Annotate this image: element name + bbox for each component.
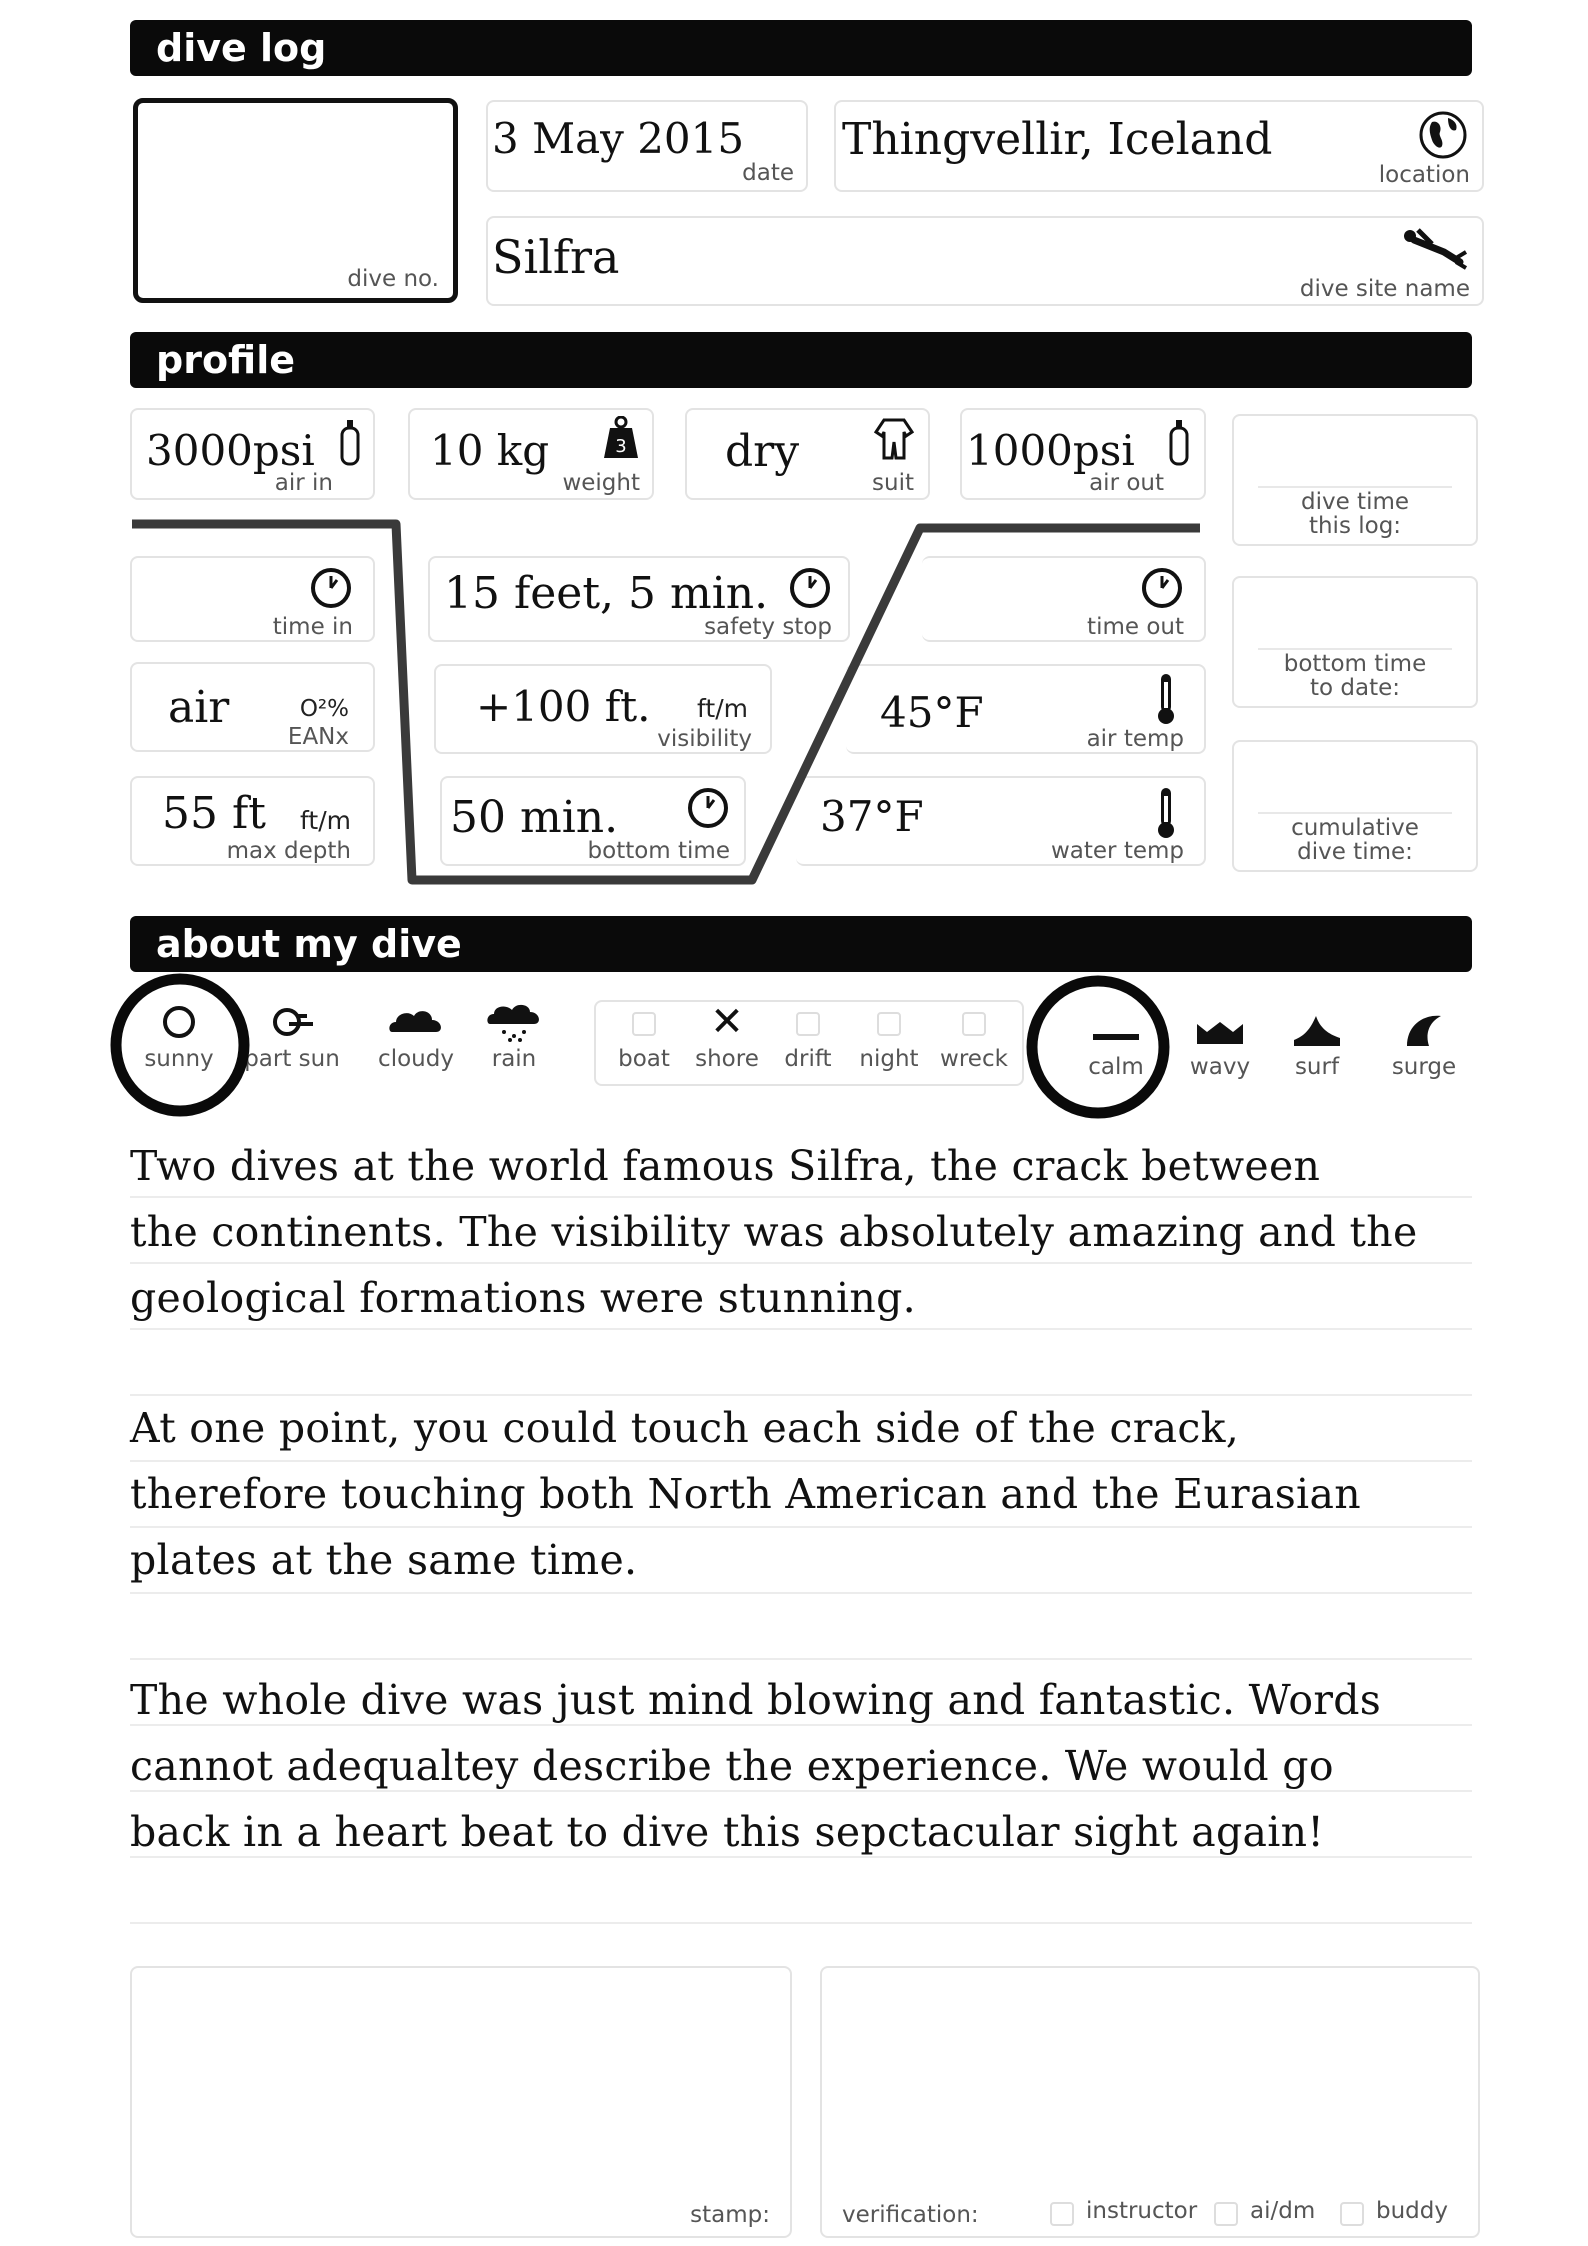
weather-part-sun[interactable] xyxy=(242,1002,342,1072)
weather-label: rain xyxy=(491,1046,537,1072)
note-line: The whole dive was just mind blowing and fantastic. Words xyxy=(130,1676,1382,1724)
water-temp-label: water temp xyxy=(1050,838,1184,864)
verification-field[interactable] xyxy=(820,1966,1480,2238)
entry-checkbox[interactable] xyxy=(796,1012,820,1036)
site-value: Silfra xyxy=(492,230,620,284)
site-label: dive site name xyxy=(1299,276,1470,302)
cumulative-label: cumulative dive time: xyxy=(1291,815,1419,865)
svg-text:3: 3 xyxy=(615,436,627,457)
thermometer-icon xyxy=(1154,672,1178,726)
stopwatch-icon xyxy=(686,786,730,830)
bottom-time-to-date-field[interactable] xyxy=(1232,576,1478,708)
entry-checkbox[interactable] xyxy=(877,1012,901,1036)
safety-stop-field[interactable] xyxy=(428,556,850,642)
bottom-to-date-label: bottom time to date: xyxy=(1283,651,1427,701)
dive-no-field[interactable] xyxy=(133,98,458,303)
note-line: Two dives at the world famous Silfra, the crack between xyxy=(130,1142,1321,1190)
tank-icon xyxy=(1168,418,1190,466)
weather-cloudy[interactable] xyxy=(366,1002,466,1072)
safety-stop-label: safety stop xyxy=(704,614,832,640)
safety-stop-value: 15 feet, 5 min. xyxy=(444,568,769,619)
o2-label: O²% xyxy=(299,696,349,722)
visibility-value: +100 ft. xyxy=(476,682,651,731)
gas-mix-field[interactable] xyxy=(130,662,375,752)
dive-no-label: dive no. xyxy=(347,266,439,292)
air-in-field[interactable] xyxy=(130,408,375,500)
instructor-checkbox[interactable] xyxy=(1050,2202,1074,2226)
location-value: Thingvellir, Iceland xyxy=(842,114,1273,165)
air-temp-field[interactable] xyxy=(846,664,1206,754)
location-field[interactable] xyxy=(834,100,1484,192)
max-depth-field[interactable] xyxy=(130,776,375,866)
bottom-time-value: 50 min. xyxy=(450,792,619,843)
aidm-label: ai/dm xyxy=(1250,2198,1316,2224)
profile-header xyxy=(130,332,1472,388)
weight-label: weight xyxy=(562,470,640,496)
note-line: cannot adequaltey describe the experience. We would go xyxy=(130,1742,1334,1790)
weather-rain[interactable] xyxy=(474,1002,554,1072)
visibility-label: visibility xyxy=(657,726,752,752)
weight-icon xyxy=(602,416,640,460)
air-in-label: air in xyxy=(274,470,333,496)
entry-label: boat xyxy=(618,1046,670,1072)
weight-value: 10 kg xyxy=(430,426,550,475)
visibility-unit: ft/m xyxy=(697,694,748,723)
air-out-label: air out xyxy=(1089,470,1164,496)
date-label: date xyxy=(742,160,794,186)
max-depth-label: max depth xyxy=(226,838,351,864)
tank-icon xyxy=(339,418,361,466)
wavy-icon xyxy=(1195,1010,1245,1050)
time-out-label: time out xyxy=(1087,614,1184,640)
globe-icon xyxy=(1418,110,1468,160)
weather-label: sunny xyxy=(144,1046,214,1072)
gas-value: air xyxy=(168,682,230,733)
entry-checkbox[interactable] xyxy=(962,1012,986,1036)
stamp-field[interactable] xyxy=(130,1966,792,2238)
note-line: geological formations were stunning. xyxy=(130,1274,917,1322)
surge-icon xyxy=(1399,1010,1449,1050)
location-label: location xyxy=(1378,162,1470,188)
sea-label: calm xyxy=(1088,1054,1144,1080)
selection-circle xyxy=(1022,972,1174,1122)
entry-label: wreck xyxy=(940,1046,1008,1072)
entry-label: shore xyxy=(695,1046,759,1072)
note-line: At one point, you could touch each side of the crack, xyxy=(130,1404,1240,1452)
stopwatch-icon xyxy=(1140,566,1184,610)
about-header xyxy=(130,916,1472,972)
surf-icon xyxy=(1292,1010,1342,1050)
eanx-label: EANx xyxy=(287,724,349,750)
dive-site-field[interactable] xyxy=(486,216,1484,306)
note-line: plates at the same time. xyxy=(130,1536,638,1584)
dive-time-this-log-field[interactable] xyxy=(1232,414,1478,546)
water-temp-value: 37°F xyxy=(820,792,924,841)
dive-time-log-label: dive time this log: xyxy=(1300,489,1410,539)
buddy-checkbox[interactable] xyxy=(1340,2202,1364,2226)
suit-value: dry xyxy=(725,426,800,477)
rain-icon xyxy=(484,1002,544,1042)
sea-label: wavy xyxy=(1189,1054,1251,1080)
max-depth-value: 55 ft xyxy=(162,788,266,839)
weather-label: part sun xyxy=(244,1046,340,1072)
entry-shore[interactable] xyxy=(692,999,762,1072)
sea-wavy[interactable] xyxy=(1170,1010,1270,1080)
cloud-icon xyxy=(386,1002,446,1042)
time-in-label: time in xyxy=(272,614,353,640)
note-line: back in a heart beat to dive this sepctacular sight again! xyxy=(130,1808,1325,1856)
cumulative-dive-time-field[interactable] xyxy=(1232,740,1478,872)
entry-wreck[interactable] xyxy=(934,1012,1014,1072)
dive-log-header xyxy=(130,20,1472,76)
max-depth-unit: ft/m xyxy=(300,806,351,835)
verification-label: verification: xyxy=(842,2202,979,2228)
entry-label: drift xyxy=(784,1046,832,1072)
entry-checked-mark: ✕ xyxy=(710,999,744,1045)
thermometer-icon xyxy=(1154,786,1178,840)
suit-field[interactable] xyxy=(685,408,930,500)
stopwatch-icon xyxy=(788,566,832,610)
suit-label: suit xyxy=(872,470,914,496)
about-title: about my dive xyxy=(156,922,462,966)
entry-drift[interactable] xyxy=(780,1012,836,1072)
page-title: dive log xyxy=(156,26,327,70)
entry-checkbox[interactable] xyxy=(632,1012,656,1036)
bottom-time-label: bottom time xyxy=(587,838,730,864)
entry-label: night xyxy=(859,1046,919,1072)
instructor-label: instructor xyxy=(1086,2198,1198,2224)
time-in-field[interactable] xyxy=(130,556,375,642)
note-line: therefore touching both North American and the Eurasian xyxy=(130,1470,1361,1518)
diver-icon xyxy=(1398,222,1468,270)
note-line: the continents. The visibility was absolutely amazing and the xyxy=(130,1208,1418,1256)
weight-field[interactable] xyxy=(408,408,654,500)
stamp-label: stamp: xyxy=(690,2202,770,2228)
sea-surge[interactable] xyxy=(1376,1010,1472,1080)
profile-title: profile xyxy=(156,338,296,382)
air-out-value: 1000psi xyxy=(966,426,1135,475)
sea-surf[interactable] xyxy=(1272,1010,1362,1080)
entry-night[interactable] xyxy=(854,1012,924,1072)
date-field[interactable] xyxy=(486,100,808,192)
water-temp-field[interactable] xyxy=(796,776,1206,866)
sea-label: surge xyxy=(1391,1054,1457,1080)
selection-circle xyxy=(106,970,254,1120)
sea-label: surf xyxy=(1294,1054,1340,1080)
bottom-time-field[interactable] xyxy=(440,776,746,866)
air-temp-label: air temp xyxy=(1086,726,1184,752)
visibility-field[interactable] xyxy=(434,664,772,754)
air-out-field[interactable] xyxy=(960,408,1206,500)
time-out-field[interactable] xyxy=(922,556,1206,642)
entry-boat[interactable] xyxy=(616,1012,672,1072)
part-sun-icon xyxy=(267,1002,317,1042)
dive-notes[interactable] xyxy=(130,1112,1472,1932)
air-in-value: 3000psi xyxy=(146,426,315,475)
buddy-label: buddy xyxy=(1376,2198,1448,2224)
stopwatch-icon xyxy=(309,566,353,610)
wetsuit-icon xyxy=(874,418,914,460)
weather-label: cloudy xyxy=(378,1046,454,1072)
air-temp-value: 45°F xyxy=(880,688,984,737)
entry-group xyxy=(594,1000,1024,1086)
date-value: 3 May 2015 xyxy=(492,114,745,163)
aidm-checkbox[interactable] xyxy=(1214,2202,1238,2226)
